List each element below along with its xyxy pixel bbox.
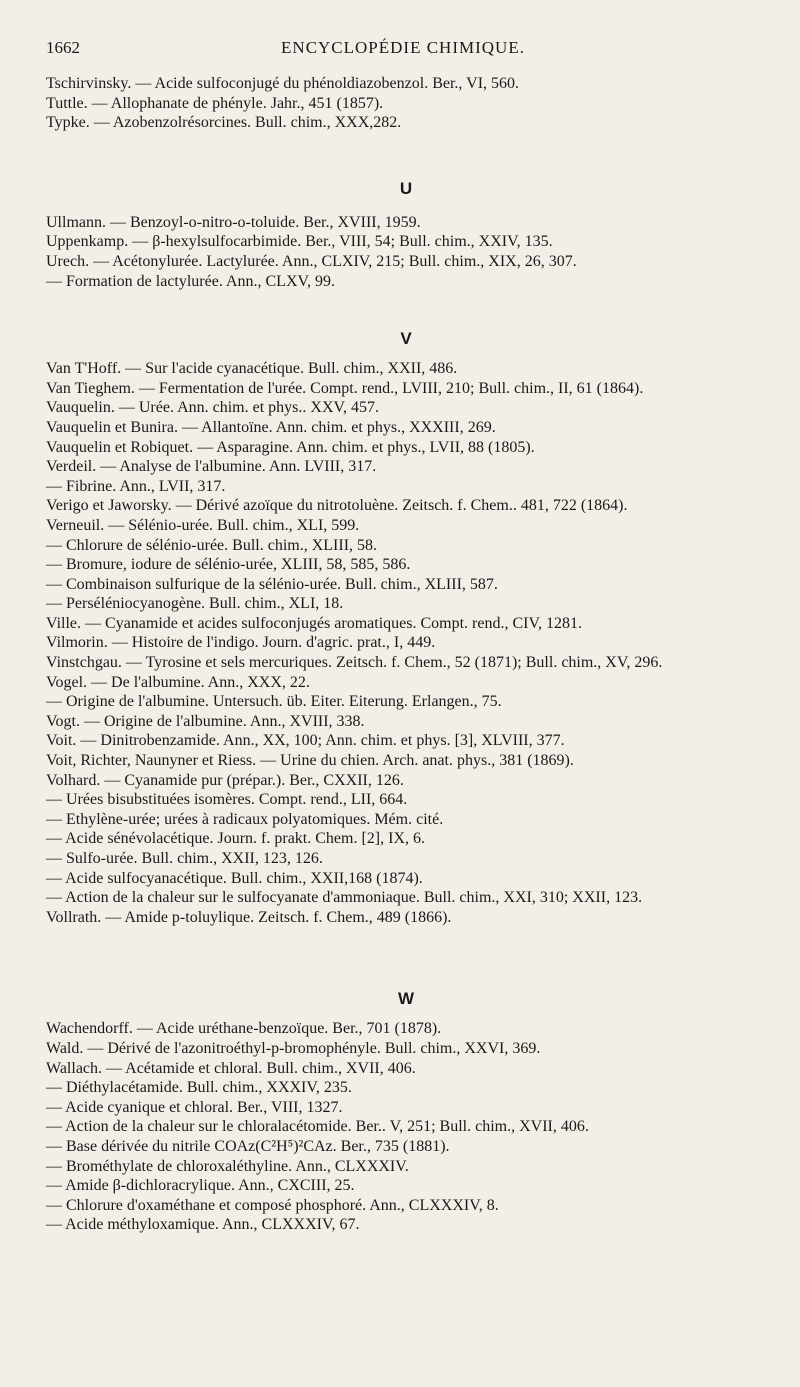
entry: — Chlorure d'oxaméthane et composé phosphoré. Ann., CLXXXIV, 8.: [46, 1196, 499, 1214]
section-t: [46, 74, 766, 133]
entry: Verneuil. — Sélénio-urée. Bull. chim., XLI, 599.: [46, 516, 360, 534]
entry: Verdeil. — Analyse de l'albumine. Ann. LVIII, 317.: [46, 458, 377, 476]
entry: — Acide sulfocyanacétique. Bull. chim., XXII,168 (1874).: [46, 869, 423, 887]
entry: Vilmorin. — Histoire de l'indigo. Journ. d'agric. prat., I, 449.: [46, 634, 436, 652]
entry: — Brométhylate de chloroxaléthyline. Ann., CLXXXIV.: [46, 1157, 409, 1175]
section-letter-w: W: [397, 989, 415, 1009]
entry: Voit. — Dinitrobenzamide. Ann., XX, 100; Ann. chim. et phys. [3], XLVIII, 377.: [46, 732, 565, 750]
entry: Typke. — Azobenzolrésorcines. Bull. chim., XXX,282.: [46, 114, 402, 132]
entry: Tschirvinsky. — Acide sulfoconjugé du phénoldiazobenzol. Ber., VI, 560.: [46, 75, 520, 92]
entry: Uppenkamp. — β-hexylsulfocarbimide. Ber., VIII, 54; Bull. chim., XXIV, 135.: [46, 233, 553, 251]
running-title: ENCYCLOPÉDIE CHIMIQUE.: [281, 38, 525, 57]
entry: — Perséléniocyanogène. Bull. chim., XLI, 18.: [46, 595, 344, 613]
page-number: 1662: [46, 38, 80, 57]
section-letter-v: V: [400, 329, 412, 349]
entry: Vauquelin et Bunira. — Allantoïne. Ann. chim. et phys., XXXIII, 269.: [46, 418, 496, 436]
entry: Voit, Richter, Naunyner et Riess. — Urine du chien. Arch. anat. phys., 381 (1869).: [46, 752, 574, 770]
entry: Vauquelin. — Urée. Ann. chim. et phys.. XXV, 457.: [46, 399, 379, 417]
entry: Vogt. — Origine de l'albumine. Ann., XVIII, 338.: [46, 712, 365, 730]
entry: — Action de la chaleur sur le chloralacétomide. Ber.. V, 251; Bull. chim., XVII, 406.: [46, 1118, 589, 1136]
entry: Wachendorff. — Acide uréthane-benzoïque. Ber., 701 (1878).: [46, 1020, 442, 1038]
entry: — Acide méthyloxamique. Ann., CLXXXIV, 67.: [46, 1216, 360, 1234]
page-header: [46, 38, 760, 64]
entry: Tuttle. — Allophanate de phényle. Jahr., 451 (1857).: [46, 94, 384, 112]
entry: — Acide cyanique et chloral. Ber., VIII, 1327.: [46, 1098, 343, 1116]
entry: — Fibrine. Ann., LVII, 317.: [46, 477, 226, 495]
entry: Volhard. — Cyanamide pur (prépar.). Ber., CXXII, 126.: [46, 771, 404, 789]
entry: Vauquelin et Robiquet. — Asparagine. Ann. chim. et phys., LVII, 88 (1805).: [46, 438, 535, 456]
entry: — Diéthylacétamide. Bull. chim., XXXIV, 235.: [46, 1079, 352, 1097]
entry: — Sulfo-urée. Bull. chim., XXII, 123, 126.: [46, 850, 323, 867]
section-u: [46, 177, 766, 291]
entry: — Combinaison sulfurique de la sélénio-urée. Bull. chim., XLIII, 587.: [46, 575, 498, 593]
section-letter-u: U: [399, 178, 413, 198]
entry: Ville. — Cyanamide et acides sulfoconjugés aromatiques. Compt. rend., CIV, 1281.: [46, 614, 582, 632]
section-v: [46, 327, 766, 927]
entry: Ullmann. — Benzoyl-o-nitro-o-toluide. Ber., XVIII, 1959.: [46, 213, 421, 231]
entry: — Bromure, iodure de sélénio-urée, XLIII, 58, 585, 586.: [46, 556, 411, 574]
entry: Van T'Hoff. — Sur l'acide cyanacétique. Bull. chim., XXII, 486.: [46, 360, 458, 378]
entry: — Formation de lactylurée. Ann., CLXV, 99.: [46, 272, 335, 290]
entry: Wald. — Dérivé de l'azonitroéthyl-p-bromophényle. Bull. chim., XXVI, 369.: [46, 1039, 541, 1057]
entry: — Ethylène-urée; urées à radicaux polyatomiques. Mém. cité.: [46, 810, 444, 828]
entry: Wallach. — Acétamide et chloral. Bull. chim., XVII, 406.: [46, 1059, 416, 1077]
entry: — Action de la chaleur sur le sulfocyanate d'ammoniaque. Bull. chim., XXI, 310; XXII, 123.: [46, 889, 643, 907]
entry: — Chlorure de sélénio-urée. Bull. chim., XLIII, 58.: [46, 536, 378, 554]
entry: — Urées bisubstituées isomères. Compt. rend., LII, 664.: [46, 791, 408, 809]
entry: Vinstchgau. — Tyrosine et sels mercuriques. Zeitsch. f. Chem., 52 (1871); Bull. chim., XV, 296.: [46, 654, 663, 672]
entry: Verigo et Jaworsky. — Dérivé azoïque du nitrotoluène. Zeitsch. f. Chem.. 481, 722 (1864).: [46, 497, 628, 515]
entry: — Acide sénévolacétique. Journ. f. prakt. Chem. [2], IX, 6.: [46, 830, 426, 848]
entry: — Base dérivée du nitrile COAz(C²H⁵)²CAz. Ber., 735 (1881).: [46, 1137, 450, 1155]
entry: Vogel. — De l'albumine. Ann., XXX, 22.: [46, 673, 310, 691]
bibliography-body: [46, 74, 766, 1235]
entry: — Origine de l'albumine. Untersuch. üb. Eiter. Eiterung. Erlangen., 75.: [46, 693, 502, 711]
section-w: [46, 987, 766, 1235]
entry: — Amide β-dichloracrylique. Ann., CXCIII, 25.: [46, 1177, 355, 1195]
entry: Vollrath. — Amide p-toluylique. Zeitsch. f. Chem., 489 (1866).: [46, 908, 452, 926]
entry: Urech. — Acétonylurée. Lactylurée. Ann., CLXIV, 215; Bull. chim., XIX, 26, 307.: [46, 252, 577, 270]
entry: Van Tieghem. — Fermentation de l'urée. Compt. rend., LVIII, 210; Bull. chim., II, 61 (1864).: [46, 379, 644, 397]
